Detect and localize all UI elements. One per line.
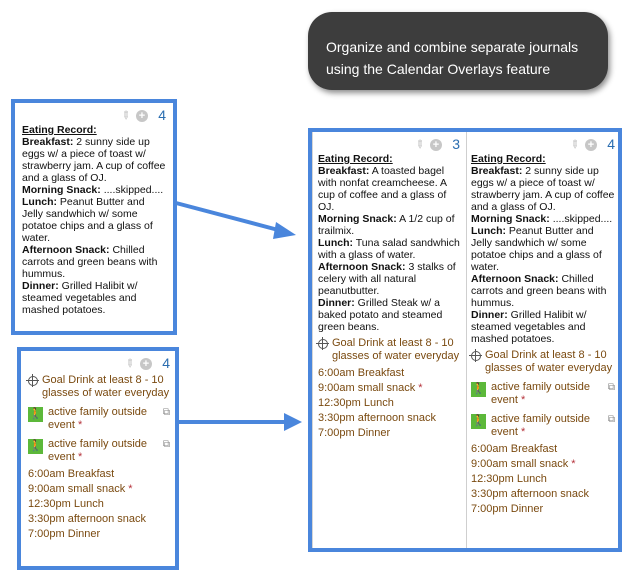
day-number[interactable]: 4 [607,136,615,152]
journal-eating-record [11,99,177,335]
combined-calendar-overlay [308,128,622,552]
day-number[interactable]: 4 [158,107,166,123]
eating-record-note[interactable]: Eating Record: Breakfast: 2 sunny side up eggs w/ a piece of toast w/ strawberry jam. A cup of coffee and a glass of OJ. Morning Snack: ....skipped.... Lunch: Peanut Butter and Jelly sandwhich w/ some potatoe chips and a glass of water. Afternoon Snack: Chilled carrots and green beans with hummus. Dinner: Grilled Halibit w/ steamed vegetables and mashed potatoes. [22,124,166,316]
journal-goals-schedule [17,347,179,570]
target-icon [471,351,481,361]
day-cell [24,354,174,566]
event-item[interactable]: 🚶 ⧉ active family outside event * [471,381,615,406]
walking-icon: 🚶 [471,415,486,427]
add-icon[interactable]: + [430,139,442,151]
pencil-icon[interactable]: ✎ [117,108,133,124]
add-icon[interactable]: + [585,139,597,151]
schedule-item[interactable]: 12:30pm Lunch [318,397,394,409]
schedule-item[interactable]: 9:00am small snack * [28,483,133,495]
arrow-to-combined-1 [172,195,302,245]
schedule-item[interactable]: 12:30pm Lunch [471,473,547,485]
schedule-item[interactable]: 7:00pm Dinner [318,427,391,439]
schedule-item[interactable]: 6:00am Breakfast [318,367,405,379]
pencil-icon[interactable]: ✎ [566,137,582,153]
event-item[interactable]: 🚶 ⧉ active family outside event * [28,438,170,463]
day-cell-3 [314,135,464,547]
callout-line-1: Organize and combine separate journals [326,39,579,55]
schedule-item[interactable]: 9:00am small snack * [318,382,423,394]
goal-item[interactable]: Goal Drink at least 8 - 10 glasses of water everyday [318,337,460,363]
schedule-item[interactable]: 3:30pm afternoon snack [28,513,147,525]
pencil-icon[interactable]: ✎ [411,137,427,153]
day-number[interactable]: 3 [452,136,460,152]
schedule-item[interactable]: 7:00pm Dinner [28,528,101,540]
schedule-item[interactable]: 7:00pm Dinner [471,503,544,515]
external-link-icon[interactable]: ⧉ [162,439,170,450]
walking-icon: 🚶 [28,440,43,452]
goal-item[interactable]: Goal Drink at least 8 - 10 glasses of water everyday [28,374,170,400]
external-link-icon[interactable]: ⧉ [607,382,615,393]
note-title: Eating Record: [471,153,546,165]
callout-line-2: using the Calendar Overlays feature [326,61,551,77]
schedule-item[interactable]: 9:00am small snack * [471,458,576,470]
walking-icon: 🚶 [28,408,43,420]
target-icon [318,339,328,349]
eating-record-note[interactable]: Eating Record: Breakfast: 2 sunny side up eggs w/ a piece of toast w/ strawberry jam. A cup of coffee and a glass of OJ. Morning Snack: ....skipped.... Lunch: Peanut Butter and Jelly sandwhich w/ some potatoe chips and a glass of water. Afternoon Snack: Chilled carrots and green beans with hummus. Dinner: Grilled Halibit w/ steamed vegetables and mashed potatoes. [471,153,615,345]
note-title: Eating Record: [22,124,97,136]
walking-icon: 🚶 [471,383,486,395]
schedule-item[interactable]: 12:30pm Lunch [28,498,104,510]
feature-callout [308,12,608,90]
schedule-item[interactable]: 3:30pm afternoon snack [471,488,590,500]
arrow-to-combined-2 [176,408,306,438]
goal-item[interactable]: Goal Drink at least 8 - 10 glasses of water everyday [471,349,615,375]
note-title: Eating Record: [318,153,393,165]
pencil-icon[interactable]: ✎ [121,356,137,372]
add-icon[interactable]: + [136,110,148,122]
day-cell-4 [467,135,619,547]
schedule-item[interactable]: 3:30pm afternoon snack [318,412,437,424]
day-cell [18,106,170,328]
schedule-item[interactable]: 6:00am Breakfast [28,468,115,480]
event-item[interactable]: 🚶 ⧉ active family outside event * [471,413,615,438]
eating-record-note[interactable]: Eating Record: Breakfast: A toasted bagel with nonfat creamcheese. A cup of coffee and a glass of OJ. Morning Snack: A 1/2 cup of trailmix. Lunch: Tuna salad sandwhich with a glass of water. Afternoon Snack: 3 stalks of celery with all natural peanutbutter. Dinner: Grilled Steak w/ a baked potato and steamed green beans. [318,153,460,333]
add-icon[interactable]: + [140,358,152,370]
schedule-item[interactable]: 6:00am Breakfast [471,443,558,455]
external-link-icon[interactable]: ⧉ [162,407,170,418]
day-number[interactable]: 4 [162,355,170,371]
target-icon [28,376,38,386]
event-item[interactable]: 🚶 ⧉ active family outside event * [28,406,170,431]
external-link-icon[interactable]: ⧉ [607,414,615,425]
